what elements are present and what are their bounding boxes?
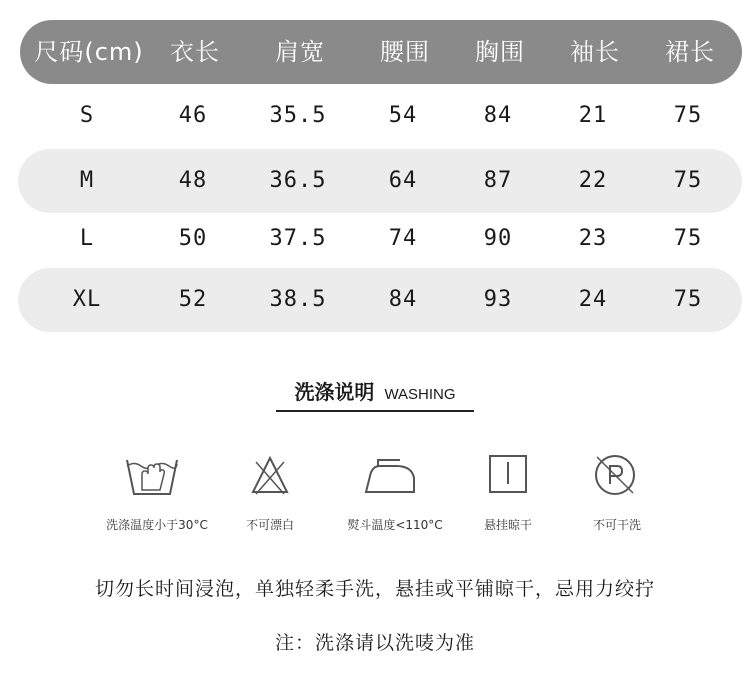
cell-sleeve: 22: [578, 168, 608, 193]
header-skirt-length: 裙长: [665, 38, 715, 66]
cell-shoulder: 37.5: [269, 226, 327, 251]
table-row-m: [18, 149, 742, 213]
washing-title-en: WASHING: [384, 386, 456, 403]
header-waist: 腰围: [380, 38, 430, 66]
cell-shoulder: 35.5: [269, 103, 327, 128]
hang-dry-icon: [488, 450, 528, 500]
icon-label: 不可干洗: [592, 518, 641, 532]
care-instruction: 切勿长时间浸泡，单独轻柔手洗，悬挂或平铺晾干，忌用力绞拧: [94, 578, 655, 600]
cell-waist: 64: [388, 168, 418, 193]
table-row-xl: [18, 268, 742, 332]
icon-label: 悬挂晾干: [483, 518, 532, 532]
icon-label: 不可漂白: [245, 518, 294, 532]
cell-length: 48: [178, 168, 208, 193]
cell-size: XL: [72, 287, 102, 312]
cell-size: L: [79, 226, 95, 251]
iron-icon: [362, 450, 418, 500]
cell-size: M: [79, 168, 95, 193]
cell-length: 50: [178, 226, 208, 251]
cell-chest: 87: [483, 168, 513, 193]
icon-label: 熨斗温度<110°C: [347, 518, 443, 532]
cell-shoulder: 38.5: [269, 287, 327, 312]
no-dry-clean-icon: [591, 450, 639, 500]
header-size: 尺码(cm): [34, 38, 144, 66]
header-length: 衣长: [170, 38, 220, 66]
cell-sleeve: 21: [578, 103, 608, 128]
cell-skirt-length: 75: [673, 103, 703, 128]
icon-label: 洗涤温度小于30°C: [106, 518, 208, 532]
cell-length: 52: [178, 287, 208, 312]
table-row-l: [18, 207, 742, 271]
cell-sleeve: 24: [578, 287, 608, 312]
cell-skirt-length: 75: [673, 226, 703, 251]
cell-shoulder: 36.5: [269, 168, 327, 193]
size-table-header: [20, 20, 742, 84]
cell-skirt-length: 75: [673, 168, 703, 193]
washing-title-cn: 洗涤说明: [294, 380, 375, 404]
header-sleeve: 袖长: [570, 38, 620, 66]
cell-waist: 74: [388, 226, 418, 251]
cell-chest: 84: [483, 103, 513, 128]
cell-length: 46: [178, 103, 208, 128]
care-note: 注：洗涤请以洗唛为准: [274, 632, 475, 654]
cell-sleeve: 23: [578, 226, 608, 251]
washing-title: [276, 376, 474, 412]
hand-wash-icon: [124, 450, 180, 500]
cell-waist: 54: [388, 103, 418, 128]
header-chest: 胸围: [475, 38, 525, 66]
cell-size: S: [79, 103, 95, 128]
cell-waist: 84: [388, 287, 418, 312]
header-shoulder: 肩宽: [275, 38, 325, 66]
cell-chest: 93: [483, 287, 513, 312]
cell-chest: 90: [483, 226, 513, 251]
no-bleach-icon: [250, 450, 290, 500]
table-row-s: [18, 84, 742, 148]
cell-skirt-length: 75: [673, 287, 703, 312]
